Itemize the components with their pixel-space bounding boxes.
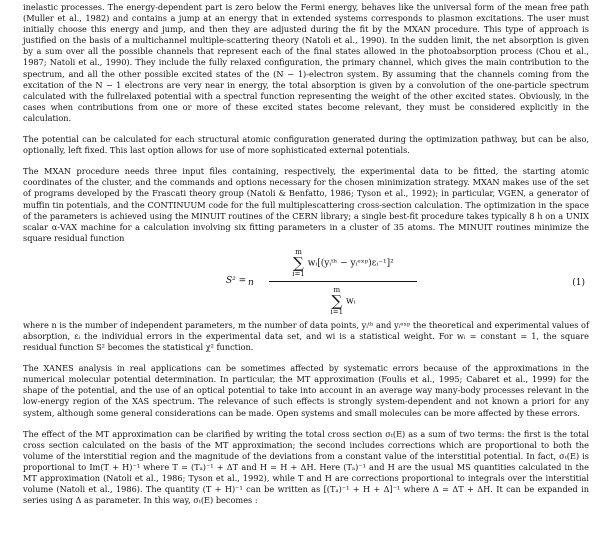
equation-denominator: [263, 282, 423, 316]
paragraph-inelastic: inelastic processes. The energy-dependent part is zero below the Fermi energy, behaves like the universal form of the mean free path (Muller et al., 1982) and contains a jump at an energy that in extended systems corresponds to plasmon excitations. The user must initially choose this energy and jump, and then they are adjusted during the fit by the MXAN procedure. This type of approach is justified on the basis of a multichannel multiple-scattering theory (Natoli et al., 1990). In the sudden limit, the net absorption is given by a sum over all the possible channels that represent each of the final states allowed in the photoabsorption process (Chou et al., 1987; Natoli et al., 1990). They include the fully relaxed configuration, the primary channel, which gives the main contribution to the spectrum, and all the other possible excited states of the (N − 1)-electron system. By assuming that the channels coming from the excitation of the N − 1 electrons are very near in energy, the total absorption is given by a convolution of the one-particle spectrum calculated with the fullrelaxed potential with a spectral function representing the weight of the other excited states. Obviously, in the cases when contributions from one or more of these excited states become relevant, they must be considered explicitly in the calculation.: [23, 2, 589, 123]
paragraph-mt-approximation: The effect of the MT approximation can be clarified by writing the total cross section σₜ(E) as a sum of two terms: the first is the total cross section calculated on the basis of the MT approximation; the second includes corrections which are proportional to both the volume of the interstitial region and the magnitude of the deviations from a constant value of the interstitial potential. In fact, σₜ(E) is proportional to Im(T + H)⁻¹ where T = (Tₐ)⁻¹ + ΔT and H = H + ΔH. Here (Tₐ)⁻¹ and H are the usual MS quantities calculated in the MT approximation (Natoli et al., 1986; Tyson et al., 1992), while T and H are corrections proportional to integrals over the interstitial volume (Natoli et al., 1986). The quantity (T + H)⁻¹ can be written as [(Tₐ)⁻¹ + H + Δ]⁻¹ where Δ = ΔT + ΔH. It can be expanded in series using Δ as parameter. In this way, σₜ(E) becomes :: [23, 428, 589, 506]
equation-fraction: [263, 248, 423, 316]
denominator-sum-bottom: i=1: [330, 307, 344, 316]
paragraph-xanes-analysis: The XANES analysis in real applications can be sometimes affected by systematic errors because of the approximations in the numerical molecular potential determination. In particular, the MT approximation (Foulis et al., 1995; Cabaret et al., 1999) for the shape of the potential, and the use of an optical potential to take into account in an average way many-body processes relevant in the low-energy region of the XAS spectrum. The relevance of such effects is strongly system-dependent and not known a priori for any system, although some general considerations can be made. Open systems and small molecules can be more affected by these errors.: [23, 363, 589, 418]
equation-number: (1): [572, 277, 585, 288]
paragraph-where-n: where n is the number of independent parameters, m the number of data points, yᵢᵗʰ and yᵢᵉˣᵖ the theoretical and experimental values of absorption, εᵢ the individual errors in the experimental data set, and wi is a statistical weight. For wᵢ = constant = 1, the square residual function S² becomes the statistical χ² function.: [23, 319, 589, 353]
denominator-sum-top: m: [333, 285, 341, 294]
equation-square-residual: [23, 246, 589, 318]
paper-page: [23, 2, 589, 506]
equation-lhs: S² =: [226, 275, 247, 286]
numerator-sum-top: m: [295, 247, 302, 256]
denominator-sum-symbol: m ∑ i=1: [330, 285, 344, 316]
paragraph-mxan-procedure: The MXAN procedure needs three input files containing, respectively, the experimental data to be fitted, the starting atomic coordinates of the cluster, and the commands and options necessary for the chosen minimization strategy. MXAN makes use of the set of programs developed by the Frascati theory group (Natoli & Benfatto, 1986; Tyson et al., 1992); in particular, VGEN, a generator of muffin tin potentials, and the CONTINUUM code for the full multiplescattering cross-section calculation. The optimization in the space of the parameters is achieved using the MINUIT routines of the CERN library; a single best-fit procedure takes typically 8 h on a UNIX scalar α-VAX machine for a calculation involving six fitting parameters in a cluster of 35 atoms. The MINUIT routines minimize the square residual function: [23, 166, 589, 243]
numerator-sum-bottom: i=1: [292, 269, 305, 278]
equation-prefix: n: [248, 277, 254, 288]
numerator-sum-symbol: m ∑ i=1: [292, 247, 305, 278]
equation-numerator: [263, 248, 423, 281]
numerator-term: wᵢ[(yᵢᵗʰ − yᵢᵉˣᵖ)εᵢ⁻¹]²: [307, 258, 394, 269]
paragraph-potential: The potential can be calculated for each structural atomic configuration generated during the optimization pathway, but can be also, optionally, left fixed. This last option allows for use of more sophisticated external potentials.: [23, 134, 589, 156]
denominator-term: wᵢ: [345, 296, 356, 307]
